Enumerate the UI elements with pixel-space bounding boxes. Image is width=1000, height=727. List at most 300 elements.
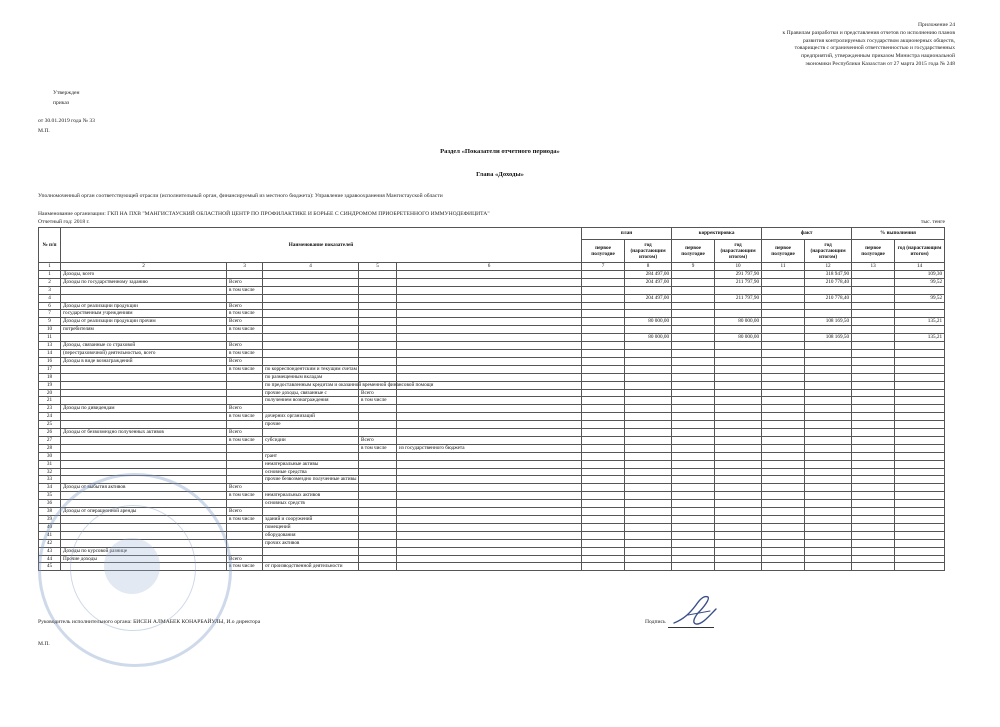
row-number-cell: 36 <box>39 500 61 508</box>
value-cell <box>672 516 715 524</box>
value-cell <box>672 349 715 357</box>
value-cell <box>582 436 625 444</box>
value-cell <box>895 429 945 437</box>
value-cell <box>582 349 625 357</box>
sub-breakdown-cell <box>359 405 397 413</box>
value-cell <box>715 397 762 405</box>
value-cell <box>895 508 945 516</box>
breakdown-cell <box>227 539 263 547</box>
value-cell <box>762 452 805 460</box>
value-cell <box>762 523 805 531</box>
value-cell <box>672 373 715 381</box>
sub-breakdown-cell <box>359 452 397 460</box>
value-cell <box>762 278 805 286</box>
indicator-name-cell: Доходы от операционной аренды <box>61 508 227 516</box>
sub-breakdown-cell <box>359 286 397 294</box>
appendix-line: предприятий, утвержденным приказом Министра национальной <box>801 53 955 60</box>
table-row <box>39 460 945 468</box>
value-cell <box>582 365 625 373</box>
row-number-cell: 38 <box>39 508 61 516</box>
value-cell <box>625 444 672 452</box>
value-cell <box>582 421 625 429</box>
value-cell <box>582 373 625 381</box>
value-cell <box>805 365 852 373</box>
seal-emblem <box>104 538 160 594</box>
sub-breakdown-cell <box>359 531 397 539</box>
value-cell <box>895 468 945 476</box>
period-line: Отчетный год: 2018 г. <box>38 219 90 225</box>
order-date-number: от 30.01.2019 года № 33 <box>38 118 95 124</box>
sub-item-cell: по размещенным вкладам <box>263 373 359 381</box>
value-cell <box>672 397 715 405</box>
value-cell <box>762 516 805 524</box>
row-number-cell: 6 <box>39 302 61 310</box>
row-number-cell: 44 <box>39 555 61 563</box>
value-cell <box>715 500 762 508</box>
row-number-cell: 20 <box>39 389 61 397</box>
value-cell <box>852 310 895 318</box>
sub-item-cell <box>263 318 359 326</box>
value-cell <box>582 357 625 365</box>
table-row <box>39 436 945 444</box>
value-cell <box>582 444 625 452</box>
value-cell <box>852 508 895 516</box>
value-cell <box>672 381 715 389</box>
breakdown-cell: Всего <box>227 302 263 310</box>
value-cell <box>625 476 672 484</box>
sub-breakdown-cell <box>359 365 397 373</box>
table-row <box>39 349 945 357</box>
indicator-name-cell <box>61 286 227 294</box>
header-plan: план <box>582 228 672 240</box>
value-cell <box>762 342 805 350</box>
value-cell <box>672 484 715 492</box>
header-year-cumulative: год (нарастающим итогом) <box>715 240 762 263</box>
detail-cell <box>397 413 582 421</box>
detail-cell <box>397 516 582 524</box>
row-number-cell: 21 <box>39 397 61 405</box>
value-cell <box>852 349 895 357</box>
sub-item-cell <box>263 444 359 452</box>
value-cell <box>672 318 715 326</box>
value-cell <box>672 326 715 334</box>
sub-item-cell: грант <box>263 452 359 460</box>
row-number-cell: 9 <box>39 318 61 326</box>
value-cell <box>805 563 852 571</box>
value-cell <box>805 531 852 539</box>
column-number-cell: 5 <box>359 263 397 271</box>
handwritten-signature <box>670 593 722 627</box>
header-row-number: № п/п <box>39 228 61 263</box>
value-cell <box>895 310 945 318</box>
column-number-cell: 11 <box>762 263 805 271</box>
table-row <box>39 421 945 429</box>
sub-item-cell <box>263 326 359 334</box>
sub-breakdown-cell <box>359 278 397 286</box>
value-cell: 204 497,00 <box>625 294 672 302</box>
sub-item-cell <box>263 342 359 350</box>
sub-item-cell: прочих активов <box>263 539 359 547</box>
sub-item-cell: дочерних организаций <box>263 413 359 421</box>
value-cell <box>625 429 672 437</box>
value-cell <box>805 429 852 437</box>
column-number-cell: 13 <box>852 263 895 271</box>
sub-item-cell: нематериальных активов <box>263 492 359 500</box>
table-row <box>39 444 945 452</box>
value-cell <box>715 484 762 492</box>
table-row <box>39 405 945 413</box>
value-cell: 99,52 <box>895 294 945 302</box>
value-cell <box>762 397 805 405</box>
breakdown-cell: в том числе <box>227 563 263 571</box>
value-cell <box>805 444 852 452</box>
value-cell <box>715 452 762 460</box>
indicator-name-cell <box>61 389 227 397</box>
value-cell <box>805 357 852 365</box>
value-cell: 80 000,00 <box>715 318 762 326</box>
breakdown-cell: Всего <box>227 318 263 326</box>
value-cell <box>582 397 625 405</box>
sub-item-cell: оборудования <box>263 531 359 539</box>
row-number-cell: 17 <box>39 365 61 373</box>
value-cell <box>715 539 762 547</box>
value-cell <box>895 286 945 294</box>
sub-breakdown-cell: Всего <box>359 389 397 397</box>
value-cell <box>852 326 895 334</box>
indicator-name-cell: Доходы от реализации продукции <box>61 302 227 310</box>
breakdown-cell <box>227 389 263 397</box>
value-cell <box>805 397 852 405</box>
row-number-cell: 33 <box>39 476 61 484</box>
value-cell <box>715 468 762 476</box>
indicator-name-cell <box>61 452 227 460</box>
row-number-cell: 40 <box>39 523 61 531</box>
sub-breakdown-cell <box>359 555 397 563</box>
value-cell <box>762 468 805 476</box>
value-cell: 284 497,00 <box>625 270 672 278</box>
value-cell <box>762 349 805 357</box>
value-cell <box>805 310 852 318</box>
appendix-line: экономики Республики Казахстан от 27 марта 2015 года № 248 <box>805 60 955 67</box>
value-cell: 204 497,00 <box>625 278 672 286</box>
value-cell <box>582 547 625 555</box>
row-number-cell: 45 <box>39 563 61 571</box>
sub-item-cell: получением вознаграждения <box>263 397 359 405</box>
value-cell <box>805 508 852 516</box>
sub-item-cell: прочие <box>263 421 359 429</box>
sub-breakdown-cell <box>359 421 397 429</box>
value-cell <box>672 492 715 500</box>
value-cell <box>805 539 852 547</box>
detail-cell <box>397 563 582 571</box>
value-cell <box>625 539 672 547</box>
header-fact: факт <box>762 228 852 240</box>
value-cell <box>852 270 895 278</box>
sub-item-cell <box>263 302 359 310</box>
row-number-cell: 32 <box>39 468 61 476</box>
value-cell <box>672 270 715 278</box>
value-cell <box>672 413 715 421</box>
sub-item-cell <box>263 357 359 365</box>
indicator-name-cell: Доходы в виде вознаграждений <box>61 357 227 365</box>
sub-breakdown-cell <box>359 539 397 547</box>
breakdown-cell <box>227 476 263 484</box>
value-cell: 80 000,00 <box>625 334 672 342</box>
value-cell <box>762 326 805 334</box>
value-cell <box>672 500 715 508</box>
sub-breakdown-cell <box>359 484 397 492</box>
table-row <box>39 429 945 437</box>
indicator-name-cell: Доходы, связанные со страховой <box>61 342 227 350</box>
sub-breakdown-cell <box>359 334 397 342</box>
value-cell <box>805 547 852 555</box>
value-cell <box>895 373 945 381</box>
row-number-cell: 10 <box>39 326 61 334</box>
detail-cell <box>397 476 582 484</box>
indicator-name-cell <box>61 444 227 452</box>
column-number-cell: 8 <box>625 263 672 271</box>
detail-cell <box>397 278 582 286</box>
row-number-cell: 16 <box>39 357 61 365</box>
detail-cell <box>397 286 582 294</box>
value-cell <box>672 531 715 539</box>
value-cell <box>852 460 895 468</box>
value-cell <box>715 302 762 310</box>
value-cell <box>582 342 625 350</box>
detail-cell <box>397 468 582 476</box>
sub-item-cell <box>263 429 359 437</box>
value-cell <box>852 531 895 539</box>
value-cell <box>762 555 805 563</box>
row-number-cell: 25 <box>39 421 61 429</box>
value-cell <box>672 286 715 294</box>
row-number-cell: 18 <box>39 373 61 381</box>
value-cell <box>625 523 672 531</box>
value-cell <box>852 334 895 342</box>
value-cell <box>805 452 852 460</box>
column-number-row <box>39 263 945 271</box>
detail-cell: из государственного бюджета <box>397 444 582 452</box>
sub-item-cell: по предоставленным кредитам и оказанной временной финансовой помощи <box>263 381 359 389</box>
sub-item-cell <box>263 270 359 278</box>
breakdown-cell <box>227 294 263 302</box>
indicator-name-cell <box>61 294 227 302</box>
value-cell <box>762 389 805 397</box>
value-cell <box>852 452 895 460</box>
value-cell <box>625 531 672 539</box>
row-number-cell: 14 <box>39 349 61 357</box>
value-cell <box>672 405 715 413</box>
sub-item-cell <box>263 310 359 318</box>
value-cell <box>852 500 895 508</box>
header-first-half: первое полугодие <box>852 240 895 263</box>
value-cell <box>762 334 805 342</box>
value-cell <box>625 365 672 373</box>
value-cell <box>582 286 625 294</box>
sub-item-cell: по корреспондентским и текущим счетам <box>263 365 359 373</box>
value-cell <box>895 365 945 373</box>
table-row <box>39 452 945 460</box>
value-cell <box>625 413 672 421</box>
table-row <box>39 397 945 405</box>
value-cell <box>805 413 852 421</box>
value-cell <box>895 452 945 460</box>
value-cell <box>582 468 625 476</box>
value-cell: 135,21 <box>895 334 945 342</box>
breakdown-cell: Всего <box>227 357 263 365</box>
table-row <box>39 334 945 342</box>
row-number-cell: 39 <box>39 516 61 524</box>
table-row <box>39 373 945 381</box>
indicator-name-cell <box>61 421 227 429</box>
detail-cell <box>397 318 582 326</box>
sub-breakdown-cell <box>359 326 397 334</box>
breakdown-cell: Всего <box>227 405 263 413</box>
sub-breakdown-cell <box>359 547 397 555</box>
value-cell <box>805 286 852 294</box>
value-cell <box>762 413 805 421</box>
value-cell <box>715 389 762 397</box>
indicator-name-cell <box>61 397 227 405</box>
sub-breakdown-cell <box>359 302 397 310</box>
row-number-cell: 42 <box>39 539 61 547</box>
table-row <box>39 413 945 421</box>
breakdown-cell: в том числе <box>227 326 263 334</box>
value-cell <box>895 516 945 524</box>
breakdown-cell: в том числе <box>227 516 263 524</box>
breakdown-cell <box>227 500 263 508</box>
value-cell <box>625 357 672 365</box>
value-cell <box>715 516 762 524</box>
breakdown-cell <box>227 334 263 342</box>
sub-item-cell <box>263 555 359 563</box>
sub-breakdown-cell <box>359 413 397 421</box>
header-adjustment: корректировка <box>672 228 762 240</box>
sub-item-cell <box>263 278 359 286</box>
value-cell <box>582 484 625 492</box>
value-cell <box>715 476 762 484</box>
value-cell <box>582 539 625 547</box>
table-row <box>39 468 945 476</box>
value-cell <box>805 436 852 444</box>
value-cell <box>582 508 625 516</box>
value-cell <box>762 373 805 381</box>
value-cell <box>895 326 945 334</box>
value-cell <box>852 365 895 373</box>
row-number-cell: 30 <box>39 452 61 460</box>
value-cell: 99,52 <box>895 278 945 286</box>
indicator-name-cell <box>61 460 227 468</box>
value-cell <box>852 318 895 326</box>
detail-cell <box>397 342 582 350</box>
order-label: приказ <box>53 100 70 106</box>
row-number-cell: 4 <box>39 294 61 302</box>
value-cell <box>762 365 805 373</box>
value-cell: 135,21 <box>895 318 945 326</box>
value-cell <box>672 476 715 484</box>
column-number-cell: 14 <box>895 263 945 271</box>
value-cell <box>582 278 625 286</box>
value-cell <box>805 484 852 492</box>
value-cell <box>762 357 805 365</box>
value-cell <box>582 389 625 397</box>
authority-line: Уполномоченный орган соответствующей отрасли (исполнительный орган, финансируемый из местного бюджета): Управление здравоохранения Мангистауской области <box>38 193 443 199</box>
value-cell <box>582 523 625 531</box>
value-cell <box>625 349 672 357</box>
sub-item-cell: основные средства <box>263 468 359 476</box>
indicator-name-cell: потребителям <box>61 326 227 334</box>
detail-cell <box>397 302 582 310</box>
value-cell <box>582 429 625 437</box>
value-cell <box>625 436 672 444</box>
value-cell: 291 797,90 <box>715 270 762 278</box>
value-cell: 108 169,50 <box>805 318 852 326</box>
sub-breakdown-cell <box>359 508 397 516</box>
breakdown-cell <box>227 523 263 531</box>
column-number-cell: 7 <box>582 263 625 271</box>
breakdown-cell: Всего <box>227 484 263 492</box>
approved-label: Утвержден <box>53 90 80 96</box>
value-cell <box>762 547 805 555</box>
value-cell <box>672 294 715 302</box>
detail-cell <box>397 523 582 531</box>
value-cell <box>762 286 805 294</box>
value-cell: 109,30 <box>895 270 945 278</box>
sub-item-cell: прочие безвозмездно полученные активы <box>263 476 359 484</box>
value-cell <box>895 531 945 539</box>
value-cell <box>715 381 762 389</box>
value-cell <box>805 349 852 357</box>
detail-cell <box>397 484 582 492</box>
value-cell <box>805 381 852 389</box>
value-cell <box>852 476 895 484</box>
value-cell <box>582 334 625 342</box>
table-row <box>39 286 945 294</box>
value-cell <box>895 397 945 405</box>
value-cell <box>895 563 945 571</box>
row-number-cell: 19 <box>39 381 61 389</box>
value-cell <box>582 326 625 334</box>
detail-cell <box>397 531 582 539</box>
value-cell <box>672 508 715 516</box>
indicator-name-cell: Доходы от реализации продукции прочим <box>61 318 227 326</box>
value-cell <box>852 429 895 437</box>
value-cell <box>625 500 672 508</box>
value-cell <box>852 421 895 429</box>
value-cell <box>625 460 672 468</box>
detail-cell <box>397 389 582 397</box>
value-cell <box>672 444 715 452</box>
value-cell <box>762 318 805 326</box>
sub-item-cell <box>263 349 359 357</box>
row-number-cell: 31 <box>39 460 61 468</box>
value-cell <box>762 405 805 413</box>
value-cell <box>625 516 672 524</box>
detail-cell <box>397 555 582 563</box>
breakdown-cell <box>227 460 263 468</box>
indicator-name-cell: Доходы по курсовой разнице <box>61 547 227 555</box>
value-cell: 318 947,90 <box>805 270 852 278</box>
value-cell <box>672 555 715 563</box>
value-cell <box>852 547 895 555</box>
value-cell <box>852 302 895 310</box>
table-row <box>39 365 945 373</box>
value-cell <box>625 555 672 563</box>
appendix-line: товариществ с ограниченной ответственностью и государственных <box>794 45 955 52</box>
breakdown-cell <box>227 531 263 539</box>
value-cell <box>715 413 762 421</box>
detail-cell <box>397 270 582 278</box>
